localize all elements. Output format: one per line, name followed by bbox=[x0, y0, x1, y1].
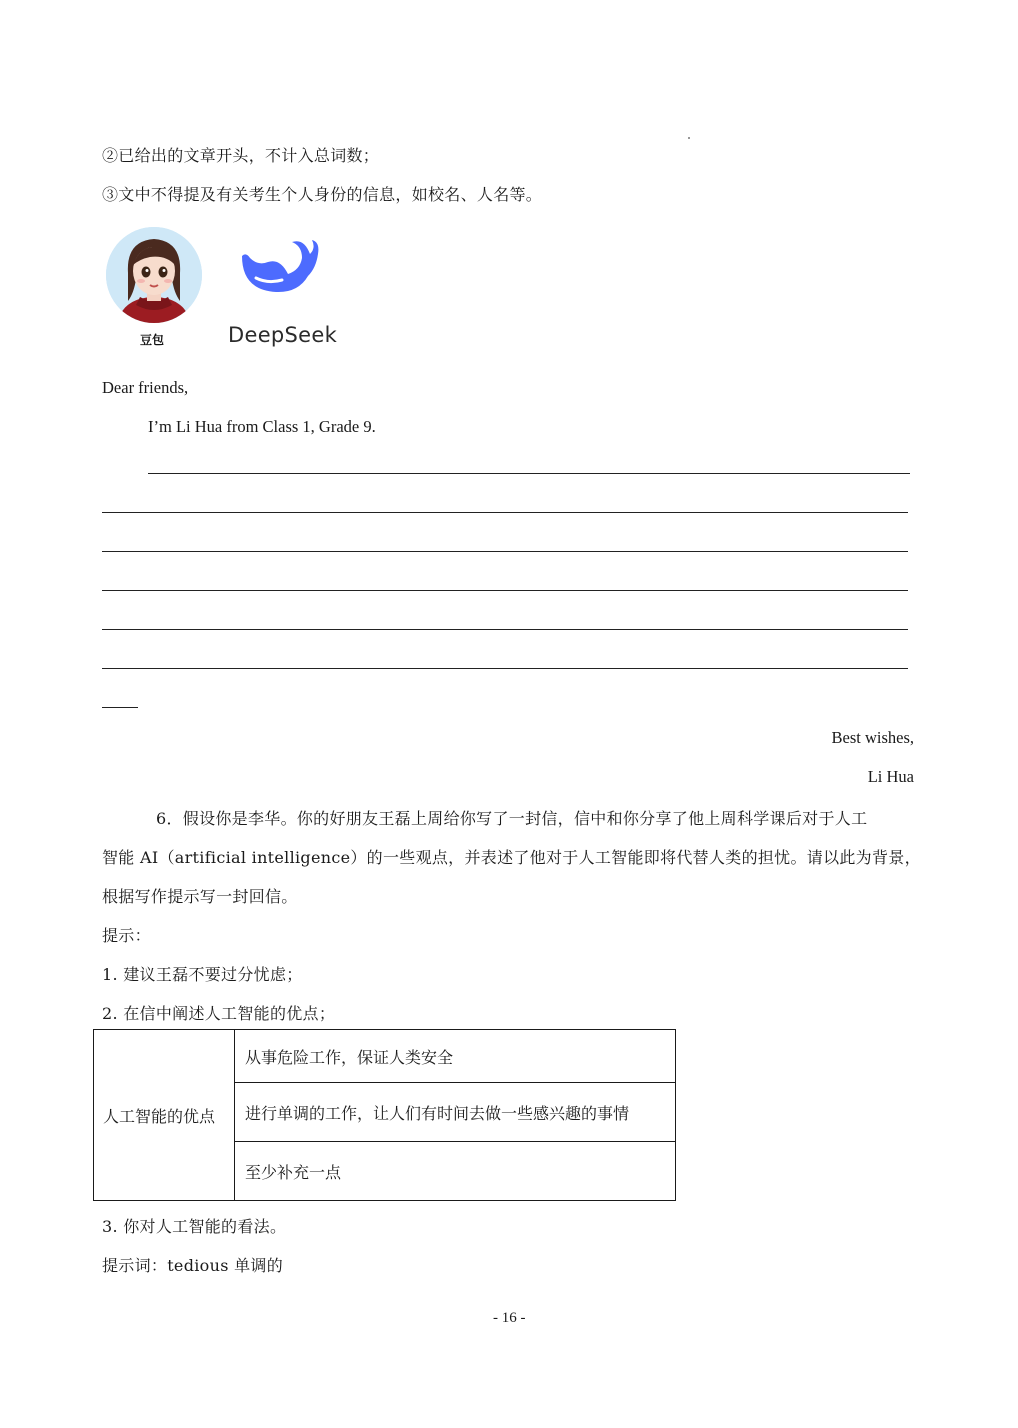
answer-line-4 bbox=[102, 590, 908, 591]
answer-line-7 bbox=[102, 707, 138, 708]
answer-line-2 bbox=[102, 512, 908, 513]
instruction-item-2: ②已给出的文章开头，不计入总词数； bbox=[102, 146, 380, 165]
doubao-logo-icon bbox=[106, 227, 202, 323]
answer-line-3 bbox=[102, 551, 908, 552]
deepseek-whale-icon bbox=[238, 232, 322, 294]
stray-dot bbox=[688, 137, 690, 139]
keywords: 提示词：tedious 单调的 bbox=[102, 1256, 283, 1275]
question6-line2: 智能 AI（artificial intelligence）的一些观点，并表述了他对于人工智能即将代替人类的担忧。请以此为背景， bbox=[102, 848, 921, 867]
advantages-row-1: 从事危险工作，保证人类安全 bbox=[235, 1030, 676, 1083]
answer-line-6 bbox=[102, 668, 908, 669]
letter-greeting: Dear friends, bbox=[102, 378, 189, 397]
hint-1: 1. 建议王磊不要过分忧虑； bbox=[102, 965, 303, 984]
letter-closing: Best wishes, bbox=[831, 728, 914, 747]
letter-signature: Li Hua bbox=[867, 767, 914, 786]
hint-2: 2. 在信中阐述人工智能的优点； bbox=[102, 1004, 336, 1023]
hint-label: 提示： bbox=[102, 926, 151, 945]
advantages-table-header: 人工智能的优点 bbox=[94, 1030, 235, 1201]
advantages-row-2: 进行单调的工作，让人们有时间去做一些感兴趣的事情 bbox=[235, 1083, 676, 1142]
advantages-table bbox=[93, 1029, 676, 1201]
hint-3: 3. 你对人工智能的看法。 bbox=[102, 1217, 287, 1236]
question6-line3: 根据写作提示写一封回信。 bbox=[102, 887, 298, 906]
instruction-item-3: ③文中不得提及有关考生个人身份的信息，如校名、人名等。 bbox=[102, 185, 543, 204]
doubao-label: 豆包 bbox=[140, 333, 165, 347]
answer-line-5 bbox=[102, 629, 908, 630]
answer-line-1 bbox=[148, 473, 910, 474]
page-number: - 16 - bbox=[493, 1310, 526, 1326]
question6-line1: 6．假设你是李华。你的好朋友王磊上周给你写了一封信，信中和你分享了他上周科学课后对于人工 bbox=[156, 809, 868, 828]
advantages-row-3: 至少补充一点 bbox=[235, 1142, 676, 1201]
letter-opening: I’m Li Hua from Class 1, Grade 9. bbox=[148, 417, 376, 436]
deepseek-label: DeepSeek bbox=[228, 323, 338, 347]
